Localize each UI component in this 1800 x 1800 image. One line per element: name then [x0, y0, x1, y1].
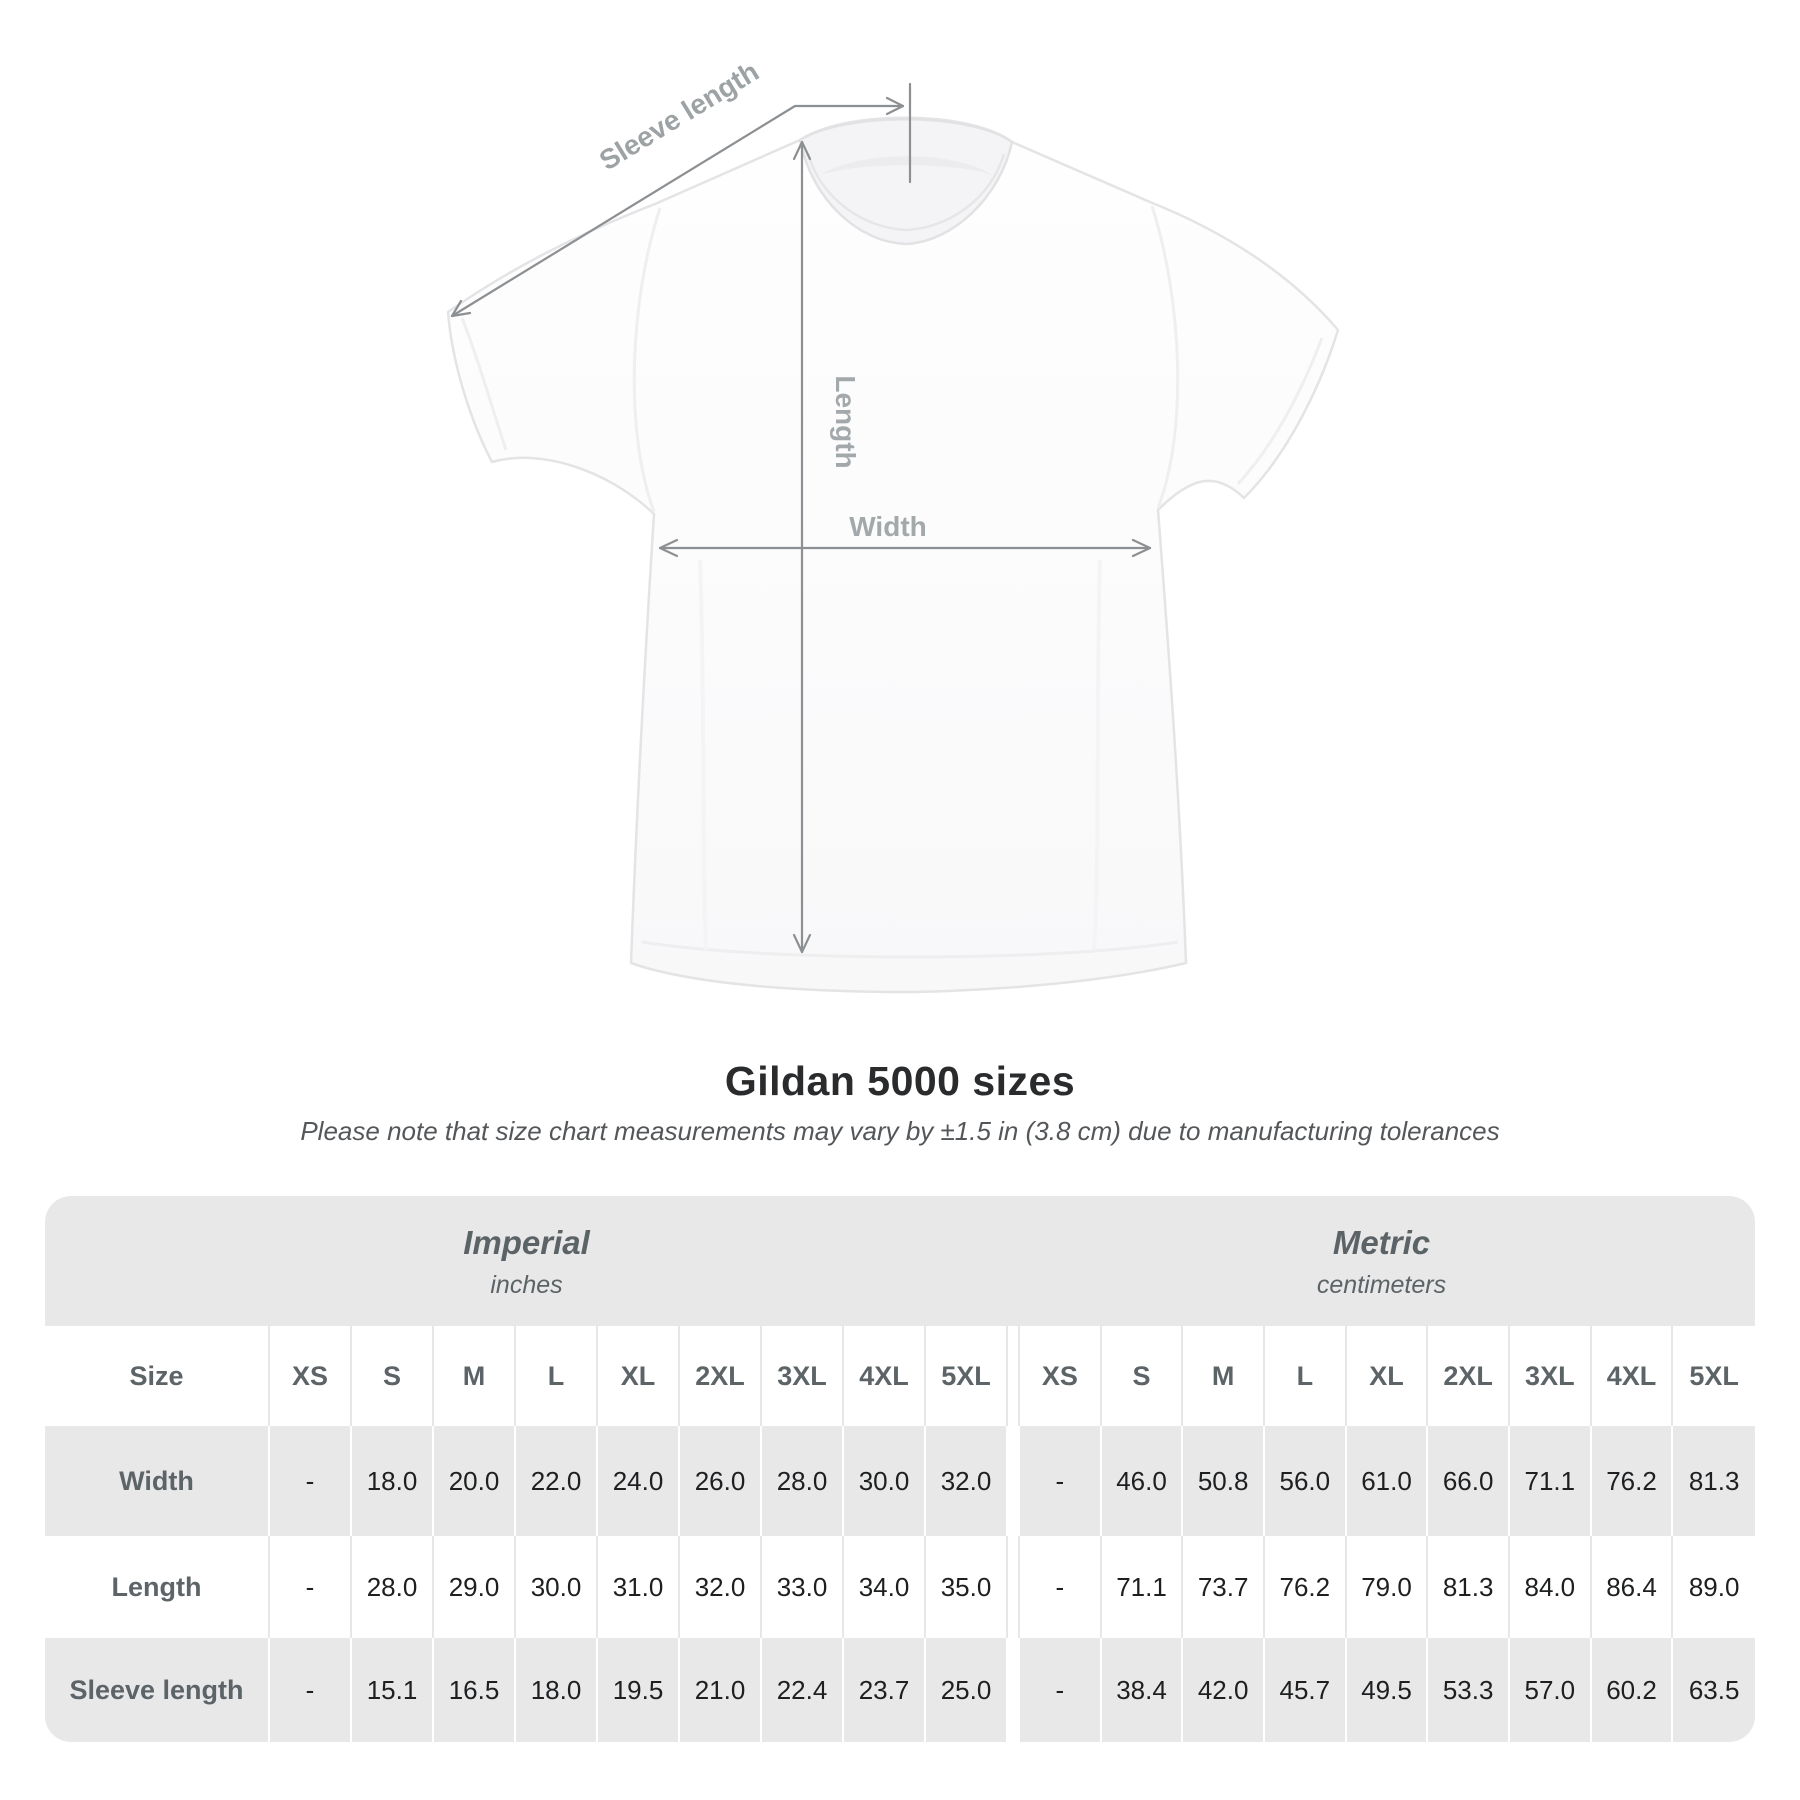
table-cell: 28.0 [352, 1536, 434, 1638]
table-cell: 61.0 [1347, 1426, 1429, 1536]
table-cell: 18.0 [516, 1638, 598, 1742]
table-group-divider [1008, 1426, 1020, 1536]
sleeve-length-label: Sleeve length [593, 55, 765, 177]
table-cell: 86.4 [1592, 1536, 1674, 1638]
table-cell: 53.3 [1428, 1638, 1510, 1742]
metric-label: Metric [1332, 1224, 1431, 1261]
table-cell: 42.0 [1183, 1638, 1265, 1742]
row-label-sleeve-length: Sleeve length [45, 1638, 270, 1742]
table-cell: 28.0 [762, 1426, 844, 1536]
table-cell: 46.0 [1102, 1426, 1184, 1536]
page-title: Gildan 5000 sizes [724, 1058, 1076, 1104]
col-header-imperial-2xl: 2XL [680, 1326, 762, 1426]
table-cell: - [1020, 1426, 1102, 1536]
table-cell: 21.0 [680, 1638, 762, 1742]
width-label: Width [849, 511, 927, 542]
metric-unit-label: centimeters [1316, 1271, 1447, 1299]
col-header-metric-xs: XS [1020, 1326, 1102, 1426]
table-cell: 84.0 [1510, 1536, 1592, 1638]
table-cell: 19.5 [598, 1638, 680, 1742]
col-header-imperial-3xl: 3XL [762, 1326, 844, 1426]
col-header-metric-m: M [1183, 1326, 1265, 1426]
table-cell: 81.3 [1673, 1426, 1755, 1536]
table-cell: 32.0 [926, 1426, 1008, 1536]
unit-group-header [45, 1196, 1755, 1326]
table-cell: 20.0 [434, 1426, 516, 1536]
col-header-imperial-m: M [434, 1326, 516, 1426]
table-cell: 49.5 [1347, 1638, 1429, 1742]
table-cell: 34.0 [844, 1536, 926, 1638]
col-header-imperial-4xl: 4XL [844, 1326, 926, 1426]
length-label: Length [830, 375, 861, 469]
table-cell: 30.0 [844, 1426, 926, 1536]
table-cell: 32.0 [680, 1536, 762, 1638]
table-cell: 73.7 [1183, 1536, 1265, 1638]
table-cell: 38.4 [1102, 1638, 1184, 1742]
metric-group-header [1008, 1196, 1755, 1326]
table-cell: 25.0 [926, 1638, 1008, 1742]
col-header-metric-4xl: 4XL [1592, 1326, 1674, 1426]
tolerance-note: Please note that size chart measurements may vary by ±1.5 in (3.8 cm) due to manufacturing tolerances [300, 1116, 1500, 1146]
table-cell: - [1020, 1536, 1102, 1638]
table-group-divider [1008, 1638, 1020, 1742]
table-cell: 18.0 [352, 1426, 434, 1536]
table-cell: 57.0 [1510, 1638, 1592, 1742]
size-table-grid [45, 1326, 1755, 1742]
col-header-metric-xl: XL [1347, 1326, 1429, 1426]
col-header-imperial-5xl: 5XL [926, 1326, 1008, 1426]
table-cell: 81.3 [1428, 1536, 1510, 1638]
col-header-imperial-s: S [352, 1326, 434, 1426]
table-cell: 60.2 [1592, 1638, 1674, 1742]
imperial-group-header [45, 1196, 1008, 1326]
table-cell: 35.0 [926, 1536, 1008, 1638]
table-cell: 71.1 [1510, 1426, 1592, 1536]
table-cell: 76.2 [1592, 1426, 1674, 1536]
table-cell: 79.0 [1347, 1536, 1429, 1638]
table-cell: 33.0 [762, 1536, 844, 1638]
table-cell: 71.1 [1102, 1536, 1184, 1638]
table-cell: 76.2 [1265, 1536, 1347, 1638]
table-cell: 22.4 [762, 1638, 844, 1742]
col-header-metric-s: S [1102, 1326, 1184, 1426]
table-cell: - [270, 1638, 352, 1742]
table-cell: 56.0 [1265, 1426, 1347, 1536]
col-header-metric-3xl: 3XL [1510, 1326, 1592, 1426]
table-cell: 23.7 [844, 1638, 926, 1742]
imperial-unit-label: inches [490, 1271, 563, 1299]
col-header-imperial-xl: XL [598, 1326, 680, 1426]
col-header-imperial-l: L [516, 1326, 598, 1426]
imperial-label: Imperial [463, 1224, 590, 1261]
table-cell: 50.8 [1183, 1426, 1265, 1536]
table-cell: 45.7 [1265, 1638, 1347, 1742]
col-header-imperial-xs: XS [270, 1326, 352, 1426]
table-cell: 89.0 [1673, 1536, 1755, 1638]
table-cell: - [1020, 1638, 1102, 1742]
table-cell: 16.5 [434, 1638, 516, 1742]
table-cell: 66.0 [1428, 1426, 1510, 1536]
table-cell: 31.0 [598, 1536, 680, 1638]
table-cell: 29.0 [434, 1536, 516, 1638]
table-group-divider [1008, 1536, 1020, 1638]
row-label-width: Width [45, 1426, 270, 1536]
col-header-metric-2xl: 2XL [1428, 1326, 1510, 1426]
table-cell: - [270, 1426, 352, 1536]
table-cell: - [270, 1536, 352, 1638]
size-column-header: Size [45, 1326, 270, 1426]
col-header-metric-5xl: 5XL [1673, 1326, 1755, 1426]
table-cell: 15.1 [352, 1638, 434, 1742]
table-cell: 22.0 [516, 1426, 598, 1536]
col-header-metric-l: L [1265, 1326, 1347, 1426]
size-table [45, 1196, 1755, 1742]
tshirt-body [448, 118, 1338, 992]
row-label-length: Length [45, 1536, 270, 1638]
table-cell: 30.0 [516, 1536, 598, 1638]
table-cell: 24.0 [598, 1426, 680, 1536]
table-cell: 26.0 [680, 1426, 762, 1536]
table-group-divider [1008, 1326, 1020, 1426]
table-cell: 63.5 [1673, 1638, 1755, 1742]
